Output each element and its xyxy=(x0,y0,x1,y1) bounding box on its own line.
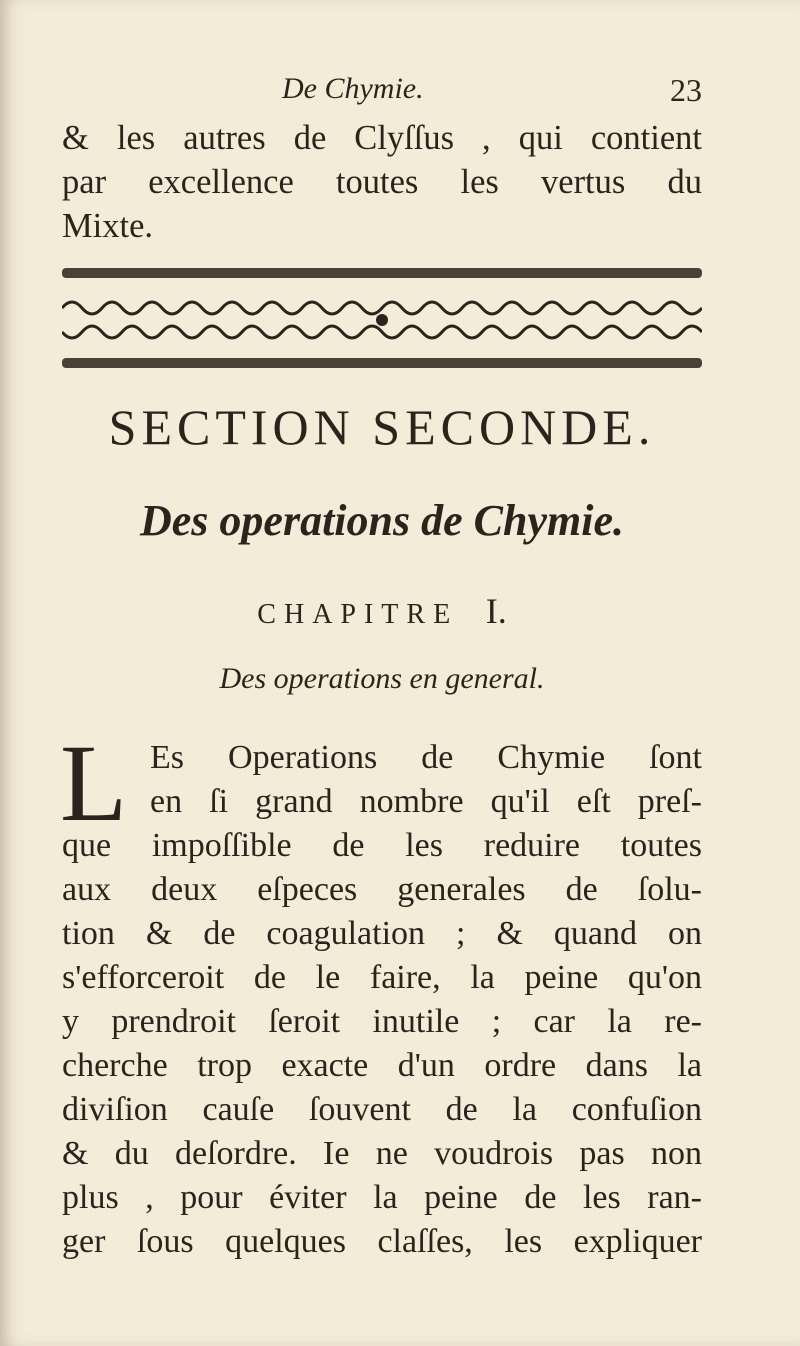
text-line: aux deux eſpeces generales de ſolu- xyxy=(62,871,702,908)
text-line: plus , pour éviter la peine de les ran- xyxy=(62,1179,702,1216)
chapter-label: CHAPITRE xyxy=(257,599,459,630)
text-line: s'efforceroit de le faire, la peine qu'on xyxy=(62,959,702,996)
text-line: ger ſous quelques claſſes, les expliquer xyxy=(62,1223,702,1260)
chapter-subtitle: Des operations en general. xyxy=(219,662,545,695)
text-line: tion & de coagulation ; & quand on xyxy=(62,915,702,952)
chapter-heading xyxy=(62,590,702,632)
chapter-number: I. xyxy=(485,591,507,631)
top-text xyxy=(62,116,702,248)
text-line: en ſi grand nombre qu'il eſt preſ- xyxy=(150,783,702,820)
running-head xyxy=(62,72,702,112)
running-title: De Chymie. xyxy=(282,72,424,105)
page-number: 23 xyxy=(670,72,702,108)
text-line: que impoſſible de les reduire toutes xyxy=(62,827,702,864)
text-line: Es Operations de Chymie ſont xyxy=(150,739,702,776)
text-line: par excellence toutes les vertus du xyxy=(62,163,702,201)
text-line: diviſion cauſe ſouvent de la confuſion xyxy=(62,1091,702,1128)
text-line: cherche trop exacte d'un ordre dans la xyxy=(62,1047,702,1084)
drop-cap: L xyxy=(60,722,128,844)
text-line: Mixte. xyxy=(62,207,154,245)
text-line: y prendroit ſeroit inutile ; car la re- xyxy=(62,1003,702,1040)
ornamental-border xyxy=(62,262,702,374)
paragraph xyxy=(62,736,702,1264)
text-line: & les autres de Clyſſus , qui contient xyxy=(62,119,702,157)
section-title: SECTION SECONDE. xyxy=(108,399,656,455)
section-subtitle: Des operations de Chymie. xyxy=(140,496,624,545)
text-line: & du deſordre. Ie ne voudrois pas non xyxy=(62,1135,702,1172)
